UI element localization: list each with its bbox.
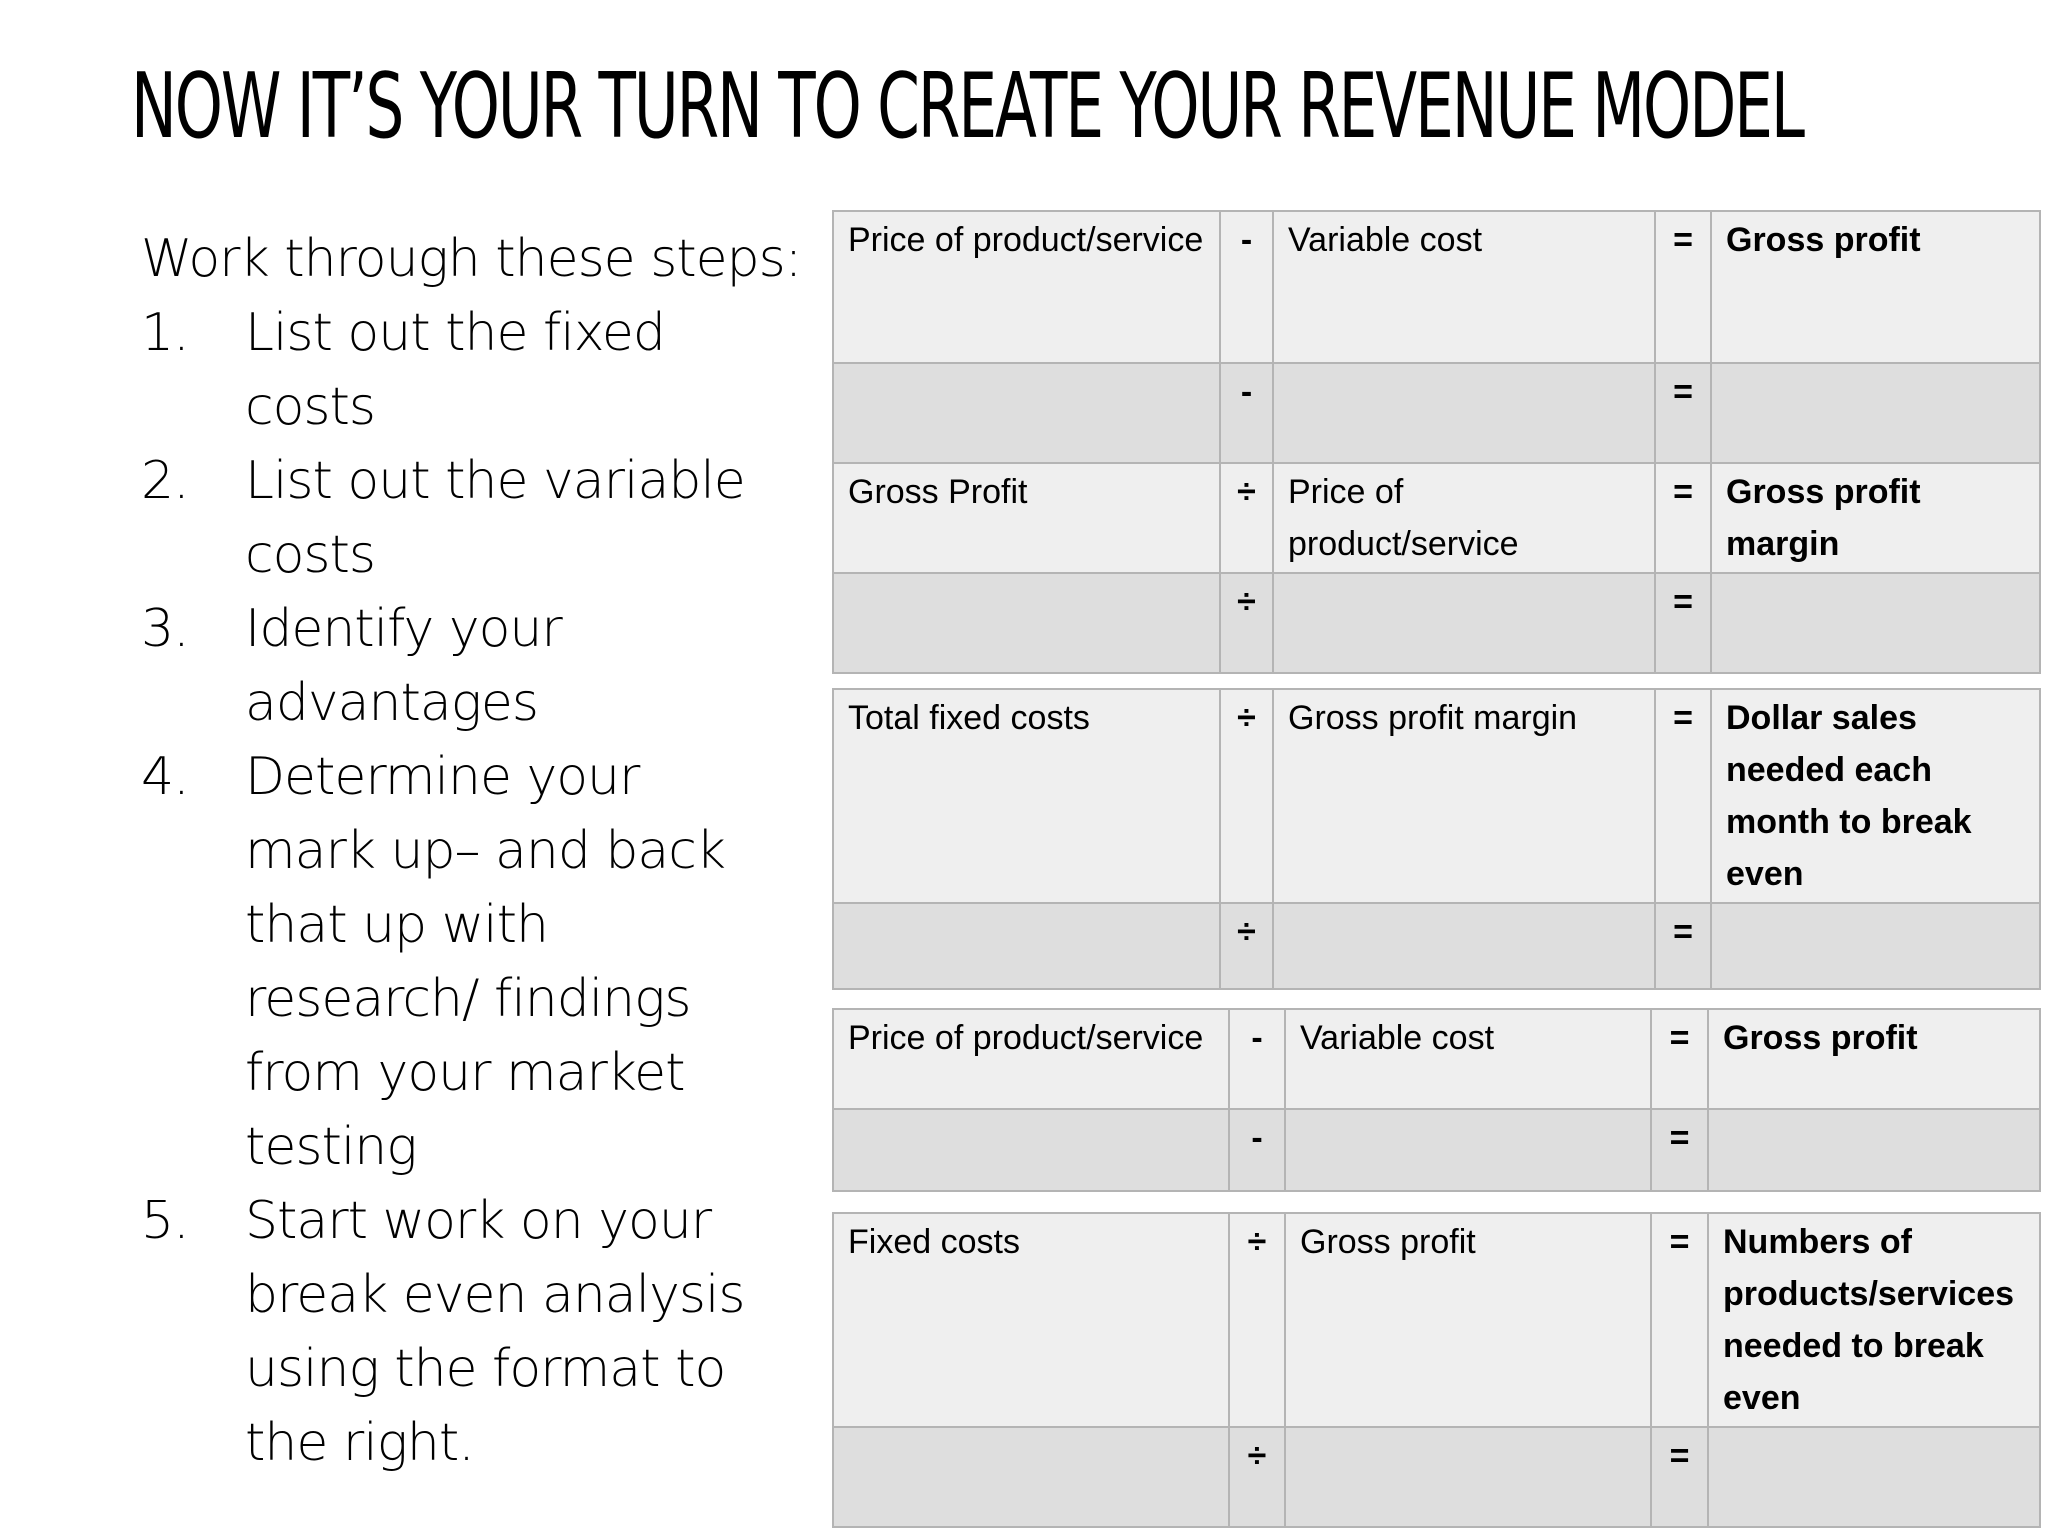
step-number: 1. <box>141 303 189 363</box>
operand-cell: Gross Profit <box>833 463 1220 573</box>
step-text: Identify your advantages <box>245 599 562 733</box>
table-row <box>833 1009 2040 1109</box>
dollar-sales-break-even-table <box>832 688 2041 990</box>
input-cell[interactable] <box>833 363 1220 463</box>
step-text: Start work on your break even analysis using the format to the right. <box>245 1191 745 1473</box>
minus-sign: - <box>1229 1109 1285 1191</box>
operand-cell: Gross profit <box>1285 1213 1651 1427</box>
input-cell[interactable] <box>833 573 1220 673</box>
step-text: Determine your mark up– and back that up with research/ findings from your market testing <box>245 747 725 1177</box>
steps-list <box>141 296 781 1480</box>
table-row <box>833 463 2040 573</box>
input-cell[interactable] <box>1711 363 2040 463</box>
input-cell[interactable] <box>1273 573 1655 673</box>
input-cell[interactable] <box>1285 1427 1651 1527</box>
operand-cell: Variable cost <box>1273 211 1655 363</box>
input-cell[interactable] <box>1285 1109 1651 1191</box>
table-row <box>833 573 2040 673</box>
step-number: 2. <box>141 451 189 511</box>
steps-panel <box>141 222 802 1480</box>
gross-profit-table <box>832 1008 2041 1192</box>
result-cell: Gross profit <box>1711 211 2040 363</box>
equals-sign: = <box>1651 1009 1708 1109</box>
step-text: List out the variable costs <box>245 451 745 585</box>
step-number: 4. <box>141 747 189 807</box>
step-item <box>141 1184 781 1480</box>
step-text: List out the fixed costs <box>245 303 665 437</box>
step-item <box>141 444 781 592</box>
equals-sign: = <box>1655 903 1711 989</box>
divide-sign: ÷ <box>1220 573 1273 673</box>
divide-sign: ÷ <box>1220 689 1273 903</box>
equals-sign: = <box>1655 689 1711 903</box>
input-cell[interactable] <box>1711 903 2040 989</box>
result-cell: Numbers of products/services needed to break even <box>1708 1213 2040 1427</box>
divide-sign: ÷ <box>1220 463 1273 573</box>
step-item <box>141 740 781 1184</box>
step-number: 5. <box>141 1191 189 1251</box>
input-cell[interactable] <box>1273 903 1655 989</box>
operand-cell: Variable cost <box>1285 1009 1651 1109</box>
input-cell[interactable] <box>1708 1109 2040 1191</box>
operand-cell: Gross profit margin <box>1273 689 1655 903</box>
input-cell[interactable] <box>833 1109 1229 1191</box>
equals-sign: = <box>1651 1213 1708 1427</box>
step-item <box>141 592 781 740</box>
operand-cell: Price of product/service <box>833 211 1220 363</box>
divide-sign: ÷ <box>1229 1213 1285 1427</box>
input-cell[interactable] <box>1711 573 2040 673</box>
table-row <box>833 903 2040 989</box>
minus-sign: - <box>1220 211 1273 363</box>
input-cell[interactable] <box>833 903 1220 989</box>
operand-cell: Price of product/service <box>1273 463 1655 573</box>
table-row <box>833 211 2040 363</box>
table-row <box>833 1109 2040 1191</box>
result-cell: Gross profit <box>1708 1009 2040 1109</box>
step-item <box>141 296 781 444</box>
equals-sign: = <box>1651 1109 1708 1191</box>
operand-cell: Fixed costs <box>833 1213 1229 1427</box>
equals-sign: = <box>1655 211 1711 363</box>
units-break-even-table <box>832 1212 2041 1528</box>
equals-sign: = <box>1655 363 1711 463</box>
equals-sign: = <box>1651 1427 1708 1527</box>
result-cell: Dollar sales needed each month to break even <box>1711 689 2040 903</box>
divide-sign: ÷ <box>1220 903 1273 989</box>
operand-cell: Total fixed costs <box>833 689 1220 903</box>
equals-sign: = <box>1655 573 1711 673</box>
table-row <box>833 1427 2040 1527</box>
minus-sign: - <box>1229 1009 1285 1109</box>
input-cell[interactable] <box>1273 363 1655 463</box>
slide-title: NOW IT’S YOUR TURN TO CREATE YOUR REVENUE MODEL <box>131 54 1803 159</box>
minus-sign: - <box>1220 363 1273 463</box>
table-row <box>833 363 2040 463</box>
steps-intro: Work through these steps: <box>141 229 802 289</box>
result-cell: Gross profit margin <box>1711 463 2040 573</box>
gross-profit-margin-table <box>832 210 2041 674</box>
step-number: 3. <box>141 599 189 659</box>
input-cell[interactable] <box>1708 1427 2040 1527</box>
table-row <box>833 1213 2040 1427</box>
input-cell[interactable] <box>833 1427 1229 1527</box>
equals-sign: = <box>1655 463 1711 573</box>
table-row <box>833 689 2040 903</box>
operand-cell: Price of product/service <box>833 1009 1229 1109</box>
divide-sign: ÷ <box>1229 1427 1285 1527</box>
